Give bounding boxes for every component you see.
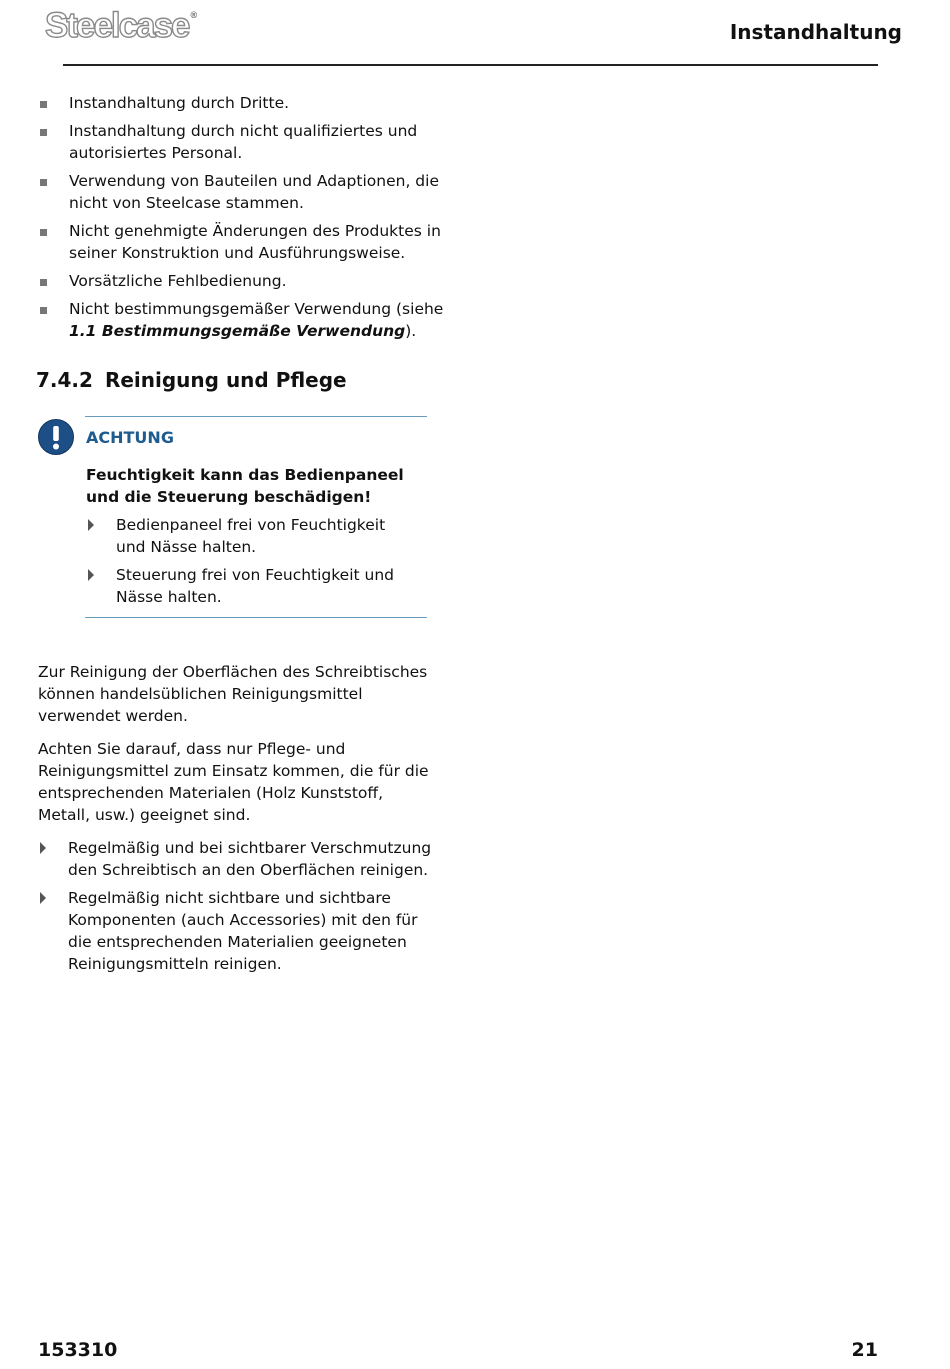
- list-item-text: Vorsätzliche Fehlbedienung.: [69, 272, 287, 290]
- triangle-bullet-icon: [40, 892, 46, 904]
- list-item-text: Nicht genehmigte Änderungen des Produktes in seiner Konstruktion und Ausführungsweise.: [69, 222, 441, 262]
- list-item: [38, 170, 458, 214]
- section-heading: [36, 368, 347, 392]
- logo-text: Steelcase: [45, 6, 189, 45]
- section-title: Reinigung und Pflege: [104, 368, 347, 392]
- square-bullet-icon: [40, 179, 47, 186]
- square-bullet-icon: [40, 229, 47, 236]
- triangle-bullet-icon: [88, 519, 94, 531]
- steelcase-logo: [45, 6, 198, 46]
- list-item-text: Regelmäßig nicht sichtbare und sichtbare Komponenten (auch Accessories) mit den für die entsprechenden Materialien geeigneten Reinigungsmitteln reinigen.: [68, 889, 418, 973]
- list-item: [38, 92, 458, 114]
- square-bullet-icon: [40, 129, 47, 136]
- list-item: [38, 887, 443, 975]
- list-item-text-suffix: ).: [405, 322, 417, 340]
- warning-message: Feuchtigkeit kann das Bedienpaneel und die Steuerung beschädigen!: [86, 466, 404, 506]
- list-item: [38, 220, 458, 264]
- list-item-text-prefix: Nicht bestimmungsgemäßer Verwendung (siehe: [69, 300, 444, 318]
- page-header-title: Instandhaltung: [729, 20, 902, 44]
- triangle-bullet-icon: [40, 842, 46, 854]
- list-item-text: Bedienpaneel frei von Feuchtigkeit und Nässe halten.: [116, 516, 386, 556]
- header-divider: [63, 64, 878, 66]
- list-item: [38, 120, 458, 164]
- page-number: 21: [851, 1339, 878, 1361]
- list-item-text: Regelmäßig und bei sichtbarer Verschmutzung den Schreibtisch an den Oberflächen reinigen.: [68, 839, 432, 879]
- list-item-text: Instandhaltung durch nicht qualifiziertes und autorisiertes Personal.: [69, 122, 418, 162]
- square-bullet-icon: [40, 101, 47, 108]
- cross-reference-link[interactable]: 1.1 Bestimmungsgemäße Verwendung: [69, 322, 406, 340]
- paragraph: Zur Reinigung der Oberflächen des Schreibtisches können handelsüblichen Reinigungsmittel verwendet werden.: [38, 663, 428, 725]
- square-bullet-icon: [40, 279, 47, 286]
- list-item: [38, 837, 443, 881]
- triangle-bullet-icon: [88, 569, 94, 581]
- cleaning-steps: [38, 837, 443, 981]
- list-item-text: Verwendung von Bauteilen und Adaptionen, die nicht von Steelcase stammen.: [69, 172, 439, 212]
- list-item: [38, 298, 458, 342]
- section-number: 7.4.2: [36, 368, 93, 392]
- warning-label: ACHTUNG: [86, 428, 174, 447]
- square-bullet-icon: [40, 307, 47, 314]
- list-item: [86, 514, 416, 558]
- list-item-text: Instandhaltung durch Dritte.: [69, 94, 290, 112]
- exclamation-circle-icon: [38, 419, 74, 455]
- registered-mark: ®: [190, 10, 198, 20]
- warning-steps: [86, 514, 416, 614]
- exclusions-list: [38, 92, 458, 348]
- list-item: [38, 270, 458, 292]
- document-number: 153310: [38, 1339, 118, 1361]
- list-item-text: Steuerung frei von Feuchtigkeit und Nässe halten.: [116, 566, 395, 606]
- paragraph: Achten Sie darauf, dass nur Pflege- und Reinigungsmittel zum Einsatz kommen, die für die entsprechenden Materialen (Holz Kunststoff, Metall, usw.) geeignet sind.: [38, 740, 429, 824]
- list-item: [86, 564, 416, 608]
